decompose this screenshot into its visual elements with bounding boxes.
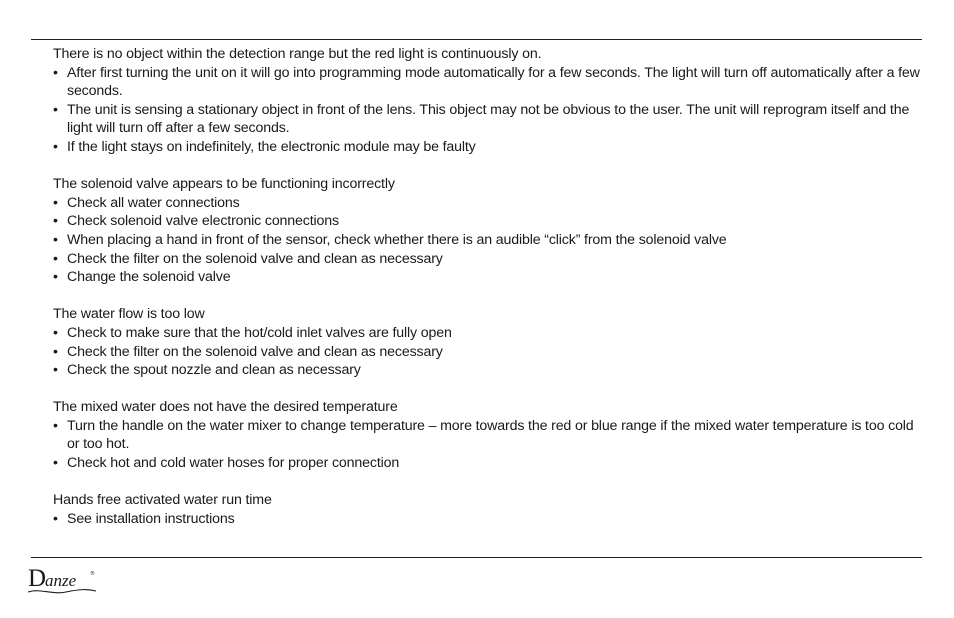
bullet-item: • See installation instructions (53, 510, 925, 529)
bullet-item: • When placing a hand in front of the sensor, check whether there is an audible “click” from the solenoid valve (53, 231, 925, 250)
section-heading: Hands free activated water run time (53, 492, 272, 509)
danze-logo (26, 562, 106, 598)
bottom-divider (31, 557, 922, 558)
section-heading: The mixed water does not have the desired temperature (53, 399, 398, 416)
section-mixed-temperature (53, 398, 925, 472)
section-heading: The solenoid valve appears to be functioning incorrectly (53, 176, 395, 193)
bullet-item: • The unit is sensing a stationary object in front of the lens. This object may not be obvious to the user. The unit will reprogram itself and the light will turn off after a few seconds. (53, 101, 925, 138)
bullet-item: • Check the filter on the solenoid valve and clean as necessary (53, 343, 925, 362)
svg-text:D: D (28, 565, 47, 592)
troubleshooting-content (53, 45, 925, 547)
bullet-item: • Check the spout nozzle and clean as necessary (53, 361, 925, 380)
bullet-item: • Check hot and cold water hoses for proper connection (53, 454, 925, 473)
bullet-list (53, 324, 925, 380)
section-water-flow (53, 305, 925, 379)
bullet-list (53, 417, 925, 473)
bullet-list (53, 64, 925, 157)
bullet-item: • Check solenoid valve electronic connections (53, 212, 925, 231)
bullet-list (53, 194, 925, 287)
bullet-item: • Turn the handle on the water mixer to change temperature – more towards the red or blue range if the mixed water temperature is too cold or too hot. (53, 417, 925, 454)
svg-text:anze: anze (45, 571, 77, 590)
bullet-item: • Check the filter on the solenoid valve and clean as necessary (53, 250, 925, 269)
section-heading: The water flow is too low (53, 306, 205, 323)
section-solenoid-valve (53, 175, 925, 287)
bullet-list (53, 510, 925, 529)
bullet-item: • After first turning the unit on it will go into programming mode automatically for a few seconds. The light will turn off automatically after a few seconds. (53, 64, 925, 101)
bullet-item: • Change the solenoid valve (53, 268, 925, 287)
bullet-item: • Check all water connections (53, 194, 925, 213)
section-red-light (53, 45, 925, 157)
section-heading: There is no object within the detection range but the red light is continuously on. (53, 46, 542, 62)
bullet-item: • If the light stays on indefinitely, the electronic module may be faulty (53, 138, 925, 157)
bullet-item: • Check to make sure that the hot/cold inlet valves are fully open (53, 324, 925, 343)
svg-text:®: ® (90, 571, 95, 577)
section-run-time (53, 491, 925, 528)
top-divider (31, 39, 922, 40)
logo-mark (26, 562, 106, 598)
